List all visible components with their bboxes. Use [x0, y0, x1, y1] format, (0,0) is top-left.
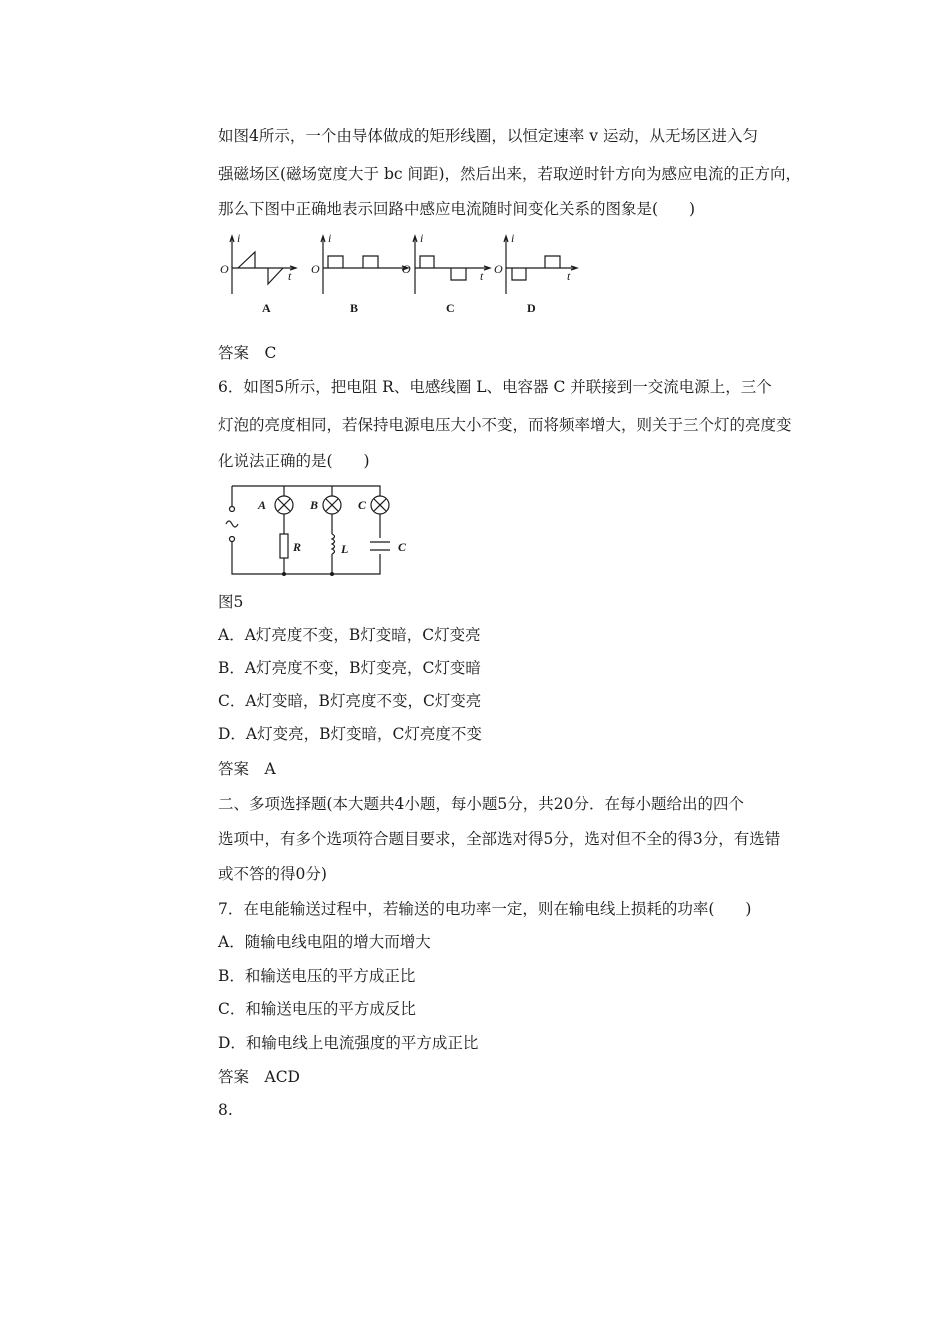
q8-stem: 8. — [218, 1101, 233, 1119]
q5-answer: 答案 C — [218, 344, 277, 362]
section2-line-2: 选项中，有多个选项符合题目要求，全部选对得5分，选对但不全的得3分，有选错 — [218, 830, 781, 848]
q6-option-b: B．A灯亮度不变，B灯变亮，C灯变暗 — [218, 659, 481, 677]
graph-b-label: B — [350, 301, 359, 315]
circuit-label-l: L — [341, 542, 349, 556]
circuit-label-r: R — [293, 540, 302, 554]
q7-option-a: A．随输电线电阻的增大而增大 — [218, 933, 431, 951]
graph-a-origin: O — [220, 262, 229, 276]
q7-option-b: B．和输送电压的平方成正比 — [218, 967, 416, 985]
q5-line-1: 如图4所示，一个由导体做成的矩形线圈，以恒定速率 v 运动，从无场区进入匀 — [218, 127, 758, 145]
graph-a-label: A — [262, 301, 271, 315]
graph-c-t-label: t — [480, 269, 484, 283]
graph-c — [413, 236, 490, 294]
q7-answer: 答案 ACD — [218, 1068, 300, 1086]
section2-line-3: 或不答的得0分) — [218, 865, 327, 883]
q6-option-d: D．A灯变亮，B灯变暗，C灯亮度不变 — [218, 725, 482, 743]
circuit-label-a: A — [258, 498, 267, 512]
figure-caption: 图5 — [218, 593, 244, 611]
graph-d-origin: O — [494, 262, 503, 276]
q5-line-3: 那么下图中正确地表示回路中感应电流随时间变化关系的图象是( ) — [218, 200, 696, 218]
q6-option-c: C．A灯变暗，B灯亮度不变，C灯变亮 — [218, 692, 482, 710]
graph-a-t-label: t — [288, 269, 292, 283]
q6-answer: 答案 A — [218, 760, 276, 778]
graph-c-label: C — [446, 301, 455, 315]
q6-line-2: 灯泡的亮度相同，若保持电源电压大小不变，而将频率增大，则关于三个灯的亮度变 — [218, 416, 792, 434]
graph-d-t-label: t — [567, 269, 571, 283]
circuit-label-b: B — [310, 498, 319, 512]
graph-b-i-label: i — [328, 231, 332, 245]
q7-stem: 7．在电能输送过程中，若输送的电功率一定，则在输电线上损耗的功率( ) — [218, 900, 752, 918]
q7-option-d: D．和输电线上电流强度的平方成正比 — [218, 1034, 479, 1052]
graph-d-label: D — [527, 301, 536, 315]
q7-option-c: C．和输送电压的平方成反比 — [218, 1000, 416, 1018]
graph-a-i-label: i — [237, 231, 241, 245]
section2-line-1: 二、多项选择题(本大题共4小题，每小题5分，共20分．在每小题给出的四个 — [218, 795, 744, 813]
graph-d — [504, 236, 577, 294]
graph-d-i-label: i — [511, 231, 515, 245]
graph-c-origin: O — [402, 262, 411, 276]
q5-graphs — [210, 228, 590, 320]
graph-b — [321, 236, 408, 294]
circuit-label-c: C — [358, 498, 367, 512]
q6-option-a: A．A灯亮度不变，B灯变暗，C灯变亮 — [218, 626, 481, 644]
circuit-diagram — [215, 478, 415, 582]
q6-line-3: 化说法正确的是( ) — [218, 452, 370, 470]
q5-line-2: 强磁场区(磁场宽度大于 bc 间距)，然后出来，若取逆时针方向为感应电流的正方向， — [218, 165, 802, 183]
q6-line-1: 6．如图5所示，把电阻 R、电感线圈 L、电容器 C 并联接到一交流电源上，三个 — [218, 378, 772, 396]
graph-c-i-label: i — [420, 231, 424, 245]
circuit-label-cap: C — [398, 540, 407, 554]
graph-b-origin: O — [311, 262, 320, 276]
